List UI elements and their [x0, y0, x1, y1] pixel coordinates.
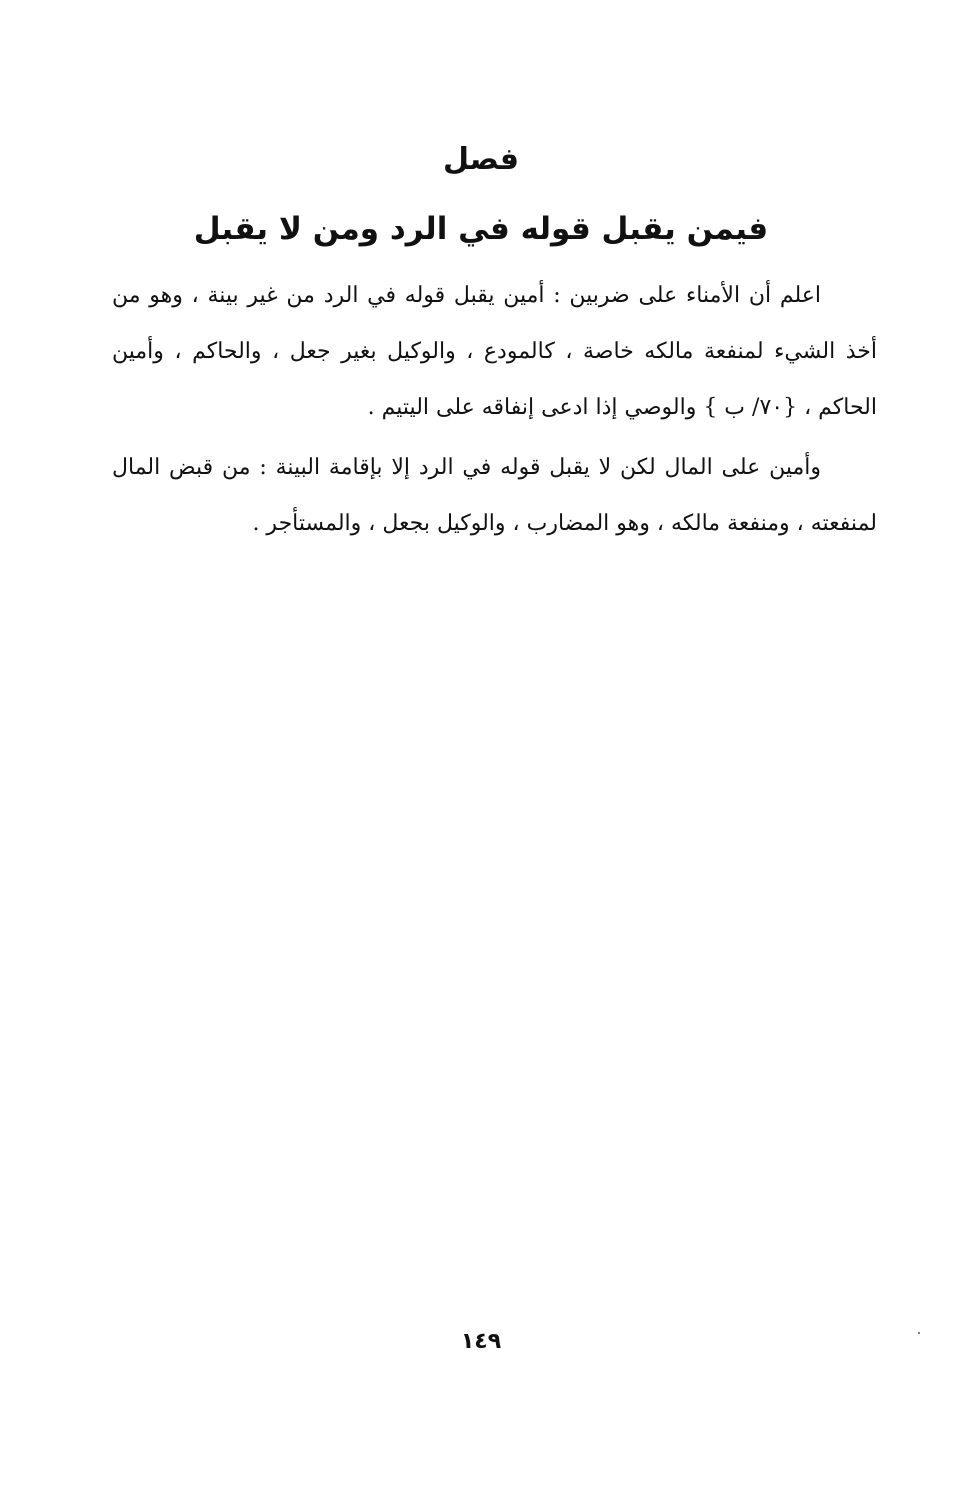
page-number: ١٤٩ — [460, 1329, 502, 1354]
paragraph-1: اعلم أن الأمناء على ضربين : أمين يقبل قوله في الرد من غير بينة ، وهو من أخذ الشيء لمنفعة مالكه خاصة ، كالمودع ، والوكيل بغير جعل ، والحاكم ، وأمين الحاكم ، {٧٠/ ب } والوصي إذا ادعى إنفاقه على اليتيم . — [112, 283, 877, 420]
section-label: فصل — [443, 142, 519, 177]
scan-speck — [918, 1332, 920, 1334]
chapter-title: فيمن يقبل قوله في الرد ومن لا يقبل — [193, 211, 769, 247]
paragraph-2: وأمين على المال لكن لا يقبل قوله في الرد إلا بإقامة البينة : من قبض المال لمنفعته ، ومنفعة مالكه ، وهو المضارب ، والوكيل بجعل ، والمستأجر . — [112, 455, 877, 536]
